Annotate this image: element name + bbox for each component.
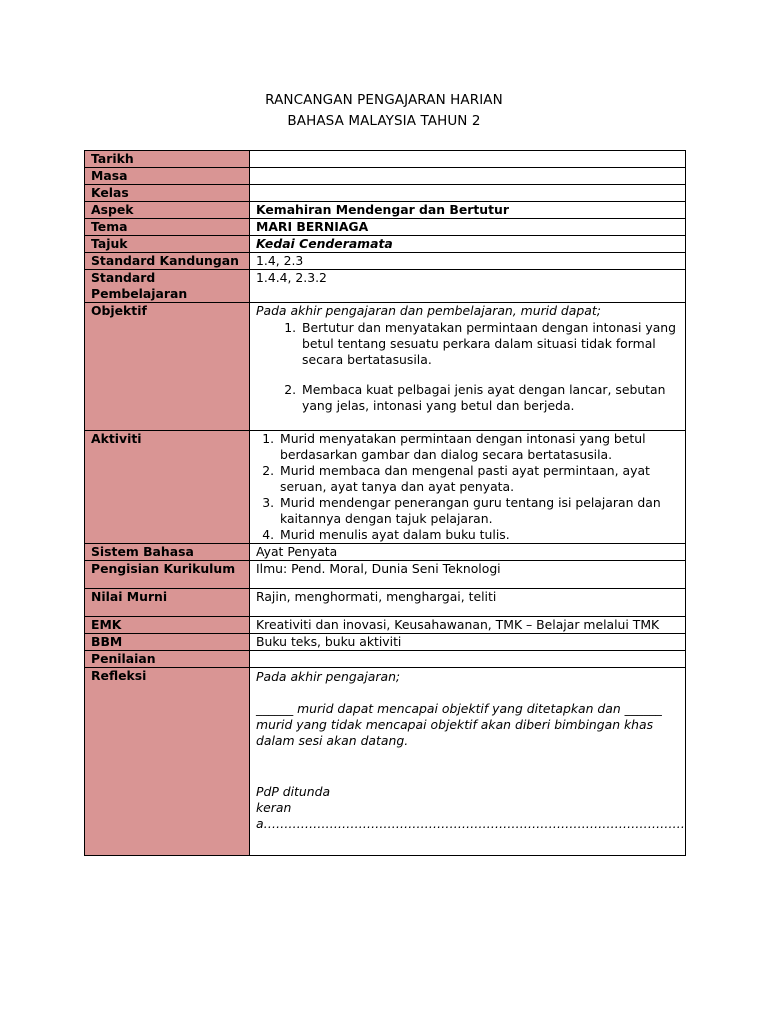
refleksi-postponed: PdP ditunda — [256, 784, 331, 799]
label-pengisian-kurikulum: Pengisian Kurikulum — [85, 561, 250, 589]
row-aktiviti — [85, 431, 686, 544]
row-aspek — [85, 202, 686, 219]
label-masa: Masa — [85, 168, 250, 185]
value-sistem-bahasa: Ayat Penyata — [250, 544, 686, 561]
value-kelas[interactable] — [250, 185, 686, 202]
label-aktiviti: Aktiviti — [85, 431, 250, 544]
value-refleksi — [250, 668, 686, 856]
label-sistem-bahasa: Sistem Bahasa — [85, 544, 250, 561]
row-sistem-bahasa — [85, 544, 686, 561]
value-tajuk: Kedai Cenderamata — [250, 236, 686, 253]
objektif-list — [256, 320, 679, 414]
label-standard-kandungan: Standard Kandungan — [85, 253, 250, 270]
label-kelas: Kelas — [85, 185, 250, 202]
label-refleksi: Refleksi — [85, 668, 250, 856]
value-tema: MARI BERNIAGA — [250, 219, 686, 236]
document-title: RANCANGAN PENGAJARAN HARIAN — [265, 92, 503, 108]
row-masa — [85, 168, 686, 185]
label-tarikh: Tarikh — [85, 151, 250, 168]
value-aktiviti — [250, 431, 686, 544]
document-subtitle: BAHASA MALAYSIA TAHUN 2 — [287, 113, 481, 129]
row-refleksi — [85, 668, 686, 856]
label-tema: Tema — [85, 219, 250, 236]
objektif-item: 2. Membaca kuat pelbagai jenis ayat dengan lancar, sebutan yang jelas, intonasi yang betul dan berjeda. — [300, 382, 679, 414]
aktiviti-item: 2. Murid membaca dan mengenal pasti ayat permintaan, ayat seruan, ayat tanya dan ayat penyata. — [278, 463, 679, 495]
label-penilaian: Penilaian — [85, 651, 250, 668]
aktiviti-list — [256, 431, 679, 543]
value-bbm: Buku teks, buku aktiviti — [250, 634, 686, 651]
label-tajuk: Tajuk — [85, 236, 250, 253]
value-aspek: Kemahiran Mendengar dan Bertutur — [250, 202, 686, 219]
value-objektif — [250, 303, 686, 431]
objektif-item: 1. Bertutur dan menyatakan permintaan dengan intonasi yang betul tentang sesuatu perkara dalam situasi tidak formal secara bertatasusila. — [300, 320, 679, 368]
row-standard-pembelajaran — [85, 270, 686, 303]
row-tajuk — [85, 236, 686, 253]
row-kelas — [85, 185, 686, 202]
value-penilaian[interactable] — [250, 651, 686, 668]
row-tarikh — [85, 151, 686, 168]
row-emk — [85, 617, 686, 634]
lesson-plan-table — [84, 150, 686, 856]
row-penilaian — [85, 651, 686, 668]
row-objektif — [85, 303, 686, 431]
aktiviti-item: 1. Murid menyatakan permintaan dengan intonasi yang betul berdasarkan gambar dan dialog secara bertatasusila. — [278, 431, 679, 463]
label-objektif: Objektif — [85, 303, 250, 431]
label-nilai-murni: Nilai Murni — [85, 589, 250, 617]
label-emk: EMK — [85, 617, 250, 634]
label-bbm: BBM — [85, 634, 250, 651]
value-tarikh[interactable] — [250, 151, 686, 168]
aktiviti-item: 4. Murid menulis ayat dalam buku tulis. — [278, 527, 679, 543]
refleksi-reason: kerana………………………………………………………………………………………… — [256, 800, 685, 831]
row-pengisian-kurikulum — [85, 561, 686, 589]
refleksi-intro: Pada akhir pengajaran; — [256, 669, 401, 684]
row-bbm — [85, 634, 686, 651]
label-aspek: Aspek — [85, 202, 250, 219]
objektif-intro: Pada akhir pengajaran dan pembelajaran, murid dapat; — [256, 303, 601, 318]
value-standard-kandungan: 1.4, 2.3 — [250, 253, 686, 270]
label-standard-pembelajaran: Standard Pembelajaran — [85, 270, 250, 303]
value-standard-pembelajaran: 1.4.4, 2.3.2 — [250, 270, 686, 303]
row-nilai-murni — [85, 589, 686, 617]
aktiviti-item: 3. Murid mendengar penerangan guru tentang isi pelajaran dan kaitannya dengan tajuk pelajaran. — [278, 495, 679, 527]
row-tema — [85, 219, 686, 236]
value-emk: Kreativiti dan inovasi, Keusahawanan, TMK – Belajar melalui TMK — [250, 617, 686, 634]
value-masa[interactable] — [250, 168, 686, 185]
value-pengisian-kurikulum: Ilmu: Pend. Moral, Dunia Seni Teknologi — [250, 561, 686, 589]
refleksi-body: ______ murid dapat mencapai objektif yang ditetapkan dan ______ murid yang tidak mencapai objektif akan diberi bimbingan khas dalam sesi akan datang. — [256, 701, 662, 748]
value-nilai-murni: Rajin, menghormati, menghargai, teliti — [250, 589, 686, 617]
row-standard-kandungan — [85, 253, 686, 270]
